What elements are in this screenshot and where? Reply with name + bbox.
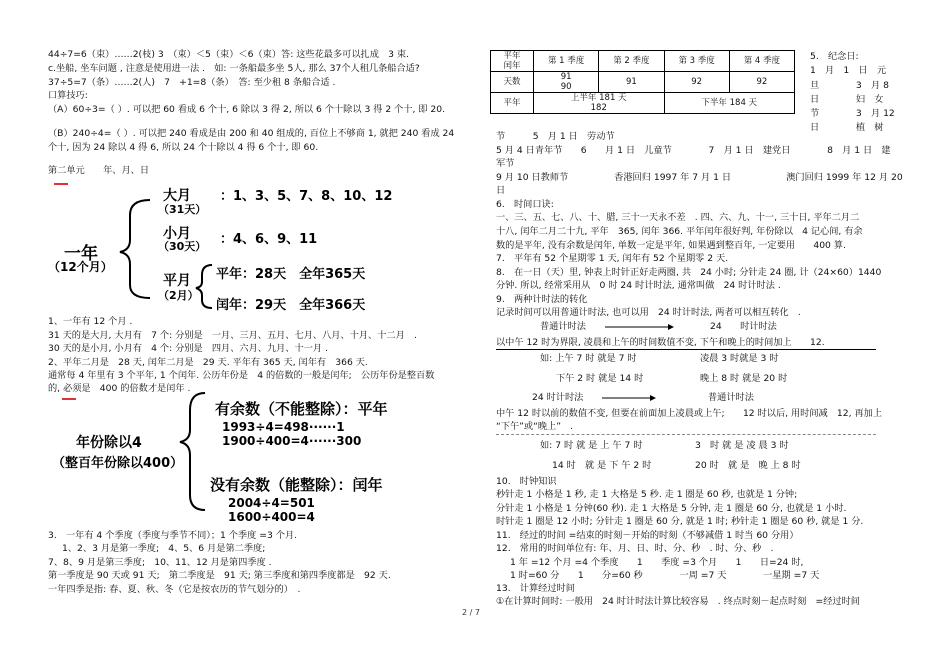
- leap-rule-label: 年份除以4: [76, 435, 142, 451]
- text-line: c.坐船, 坐车问题 , 注意是使用进一法 . 如: 一条船最多坐 5人, 那么 37个人租几条船合适?: [48, 63, 420, 74]
- example-equation: 1993÷4=498······1: [222, 420, 345, 434]
- text-line: 1 年 =12 个月 =4 个季度 1 季度 =3 个月 1 日=24 时,: [510, 557, 804, 568]
- example-equation: 2004÷4=501: [228, 496, 315, 510]
- remainder-case: 有余数（不能整除）：平年: [215, 400, 388, 418]
- table-cell: 平年: [491, 93, 534, 114]
- common-time-label: 普通计时法: [540, 321, 586, 332]
- example-equation: 1600÷400=4: [228, 510, 315, 524]
- big-month-label: 大月: [163, 188, 191, 204]
- feb-label: 平月: [163, 273, 191, 289]
- common-time-label: 普通计时法: [708, 392, 754, 403]
- text-line: 日 妇 女: [810, 94, 884, 105]
- text-line: 30 天的是小月, 小月有 4 个: 分别是 四月、六月、九月、十一月 .: [48, 343, 328, 354]
- text-line: 一、三、五、七、八、十、腊, 三十一天永不差 . 四、六、九、十一, 三十日, 平年二月二: [496, 212, 860, 223]
- text-line: 1 时=60 分 1 分=60 秒 一周 =7 天 一星期 =7 天: [510, 570, 820, 581]
- 24h-time-label: 24 时计时法: [710, 321, 777, 332]
- text-line: 分钟. 所以, 经常采用从 0 时 24 时计时法, 通常叫做 24 时计时法 .: [496, 280, 781, 291]
- table-cell: 第 4 季度: [729, 51, 794, 72]
- example-equation: 1900÷400=4······300: [222, 434, 362, 448]
- text-line: 11. 经过的时间 =结束的时刻－开始的时刻（不够减借 1 时当 60 分用）: [496, 530, 799, 541]
- table-cell: 第 1 季度: [534, 51, 599, 72]
- table-cell: 下半年 184 天: [664, 93, 795, 114]
- table-cell: 92: [664, 72, 729, 93]
- text-line: 37÷5=7（条）……2(人) 7 +1=8（条） 答: 至少租 8 条船合适 .: [48, 77, 336, 88]
- text-line: 1、一年有 12 个月 .: [48, 316, 133, 327]
- text-line: 3. 一年有 4 个季度（季度与季节不同）；1 个季度 =3 个月.: [48, 530, 298, 541]
- text-line: 通常每 4 年里有 3 个平年, 1 个闰年. 公历年份是 4 的倍数的一般是闰年; 公历年份是整百数: [48, 370, 435, 381]
- text-line: 日: [496, 185, 506, 196]
- text-line: 中午 12 时以前的数值不变, 但要在前面加上凌晨或上午; 12 时以后, 用时间减 12, 再加上: [496, 408, 883, 419]
- big-month-list: ：1、3、5、7、8、10、12: [220, 189, 393, 204]
- text-line: 以中午 12 时为界限, 凌晨和上午的时间数值不变, 下午和晚上的时间加上 12.: [496, 337, 825, 348]
- text-line: 军节: [496, 158, 515, 169]
- table-cell: 平年 闰年: [491, 51, 534, 72]
- table-cell: 天数: [491, 72, 534, 93]
- small-month-label: 小月: [163, 226, 191, 242]
- text-line: 节 3 月 12: [810, 108, 895, 119]
- example-line: 3 时 就 是 凌 晨 3 时: [695, 440, 789, 451]
- leap-year-feb: 闰年：29天 全年366天: [216, 298, 366, 313]
- example-line: 20 时 就 是 晚 上 8 时: [695, 460, 801, 471]
- section-heading: 第二单元 年、月、日: [48, 165, 150, 176]
- table-cell: 第 3 季度: [664, 51, 729, 72]
- table-cell: 91: [599, 72, 664, 93]
- text-line: 时针走 1 圈是 12 小时; 分针走 1 圈是 60 分, 就是 1 时; 秒针走 1 圈是 60 秒, 就是 1 分.: [496, 516, 864, 527]
- text-line: 一年四季是指: 春、夏、秋、冬（它是按农历的节气划分的） .: [48, 584, 301, 595]
- text-line: 9 月 10 日教师节 香港回归 1997 年 7 月 1 日 澳门回归 1999 年 12 月 20: [496, 172, 903, 183]
- text-line: 2、平年二月是 28 天, 闰年二月是 29 天. 平年有 365 天, 闰年有 366 天.: [48, 357, 368, 368]
- common-year-feb: 平年：28天 全年365天: [216, 267, 366, 282]
- table-cell: 92: [729, 72, 794, 93]
- table-cell: 上半年 181 天 182: [534, 93, 665, 114]
- example-line: 14 时 就 是 下 午 2 时: [552, 460, 652, 471]
- 24h-time-label: 24 时计时法: [532, 392, 584, 403]
- text-line: 第一季度是 90 天或 91 天; 第二季度是 91 天; 第三季度和第四季度都是 92 天.: [48, 570, 391, 581]
- small-month-list: ：4、6、9、11: [220, 232, 318, 247]
- table-cell: 第 2 季度: [599, 51, 664, 72]
- example-line: 下午 2 时 就是 14 时: [556, 373, 644, 384]
- text-line: 7. 平年有 52 个星期零 1 天, 闰年有 52 个星期零 2 天.: [496, 253, 729, 264]
- table-cell: 91 90: [534, 72, 599, 93]
- divider: [496, 434, 876, 435]
- text-line: 5 月 4 日青年节 6 月 1 日 儿童节 7 月 1 日 建党日 8 月 1 日 建: [496, 145, 891, 156]
- page-number: 2 / 7: [462, 608, 480, 617]
- example-line: 晚上 8 时 就是 20 时: [700, 373, 788, 384]
- text-line: ①在计算时间时: 一般用 24 时计时法计算比较容易 . 终点时刻－起点时刻 =经过时间: [496, 596, 860, 607]
- text-line: （A）60÷3=（ ）. 可以把 60 看成 6 个十, 6 除以 3 得 2, 所以 6 个十除以 3 得 2 个十, 即 20.: [48, 104, 446, 115]
- text-line: 13. 计算经过时间: [496, 583, 575, 594]
- text-line: 6. 时间口诀:: [496, 199, 554, 210]
- text-line: “下午”或“晚上” .: [496, 421, 574, 432]
- text-line: 1、2、3 月是第一季度; 4、5、6 月是第二季度;: [62, 543, 266, 554]
- example-line: 如: 7 时 就 是 上 午 7 时: [540, 440, 643, 451]
- text-line: 9. 两种计时法的转化: [496, 294, 588, 305]
- text-line: 旦 3 月 8: [810, 80, 889, 91]
- no-remainder-case: 没有余数（能整除）：闰年: [210, 476, 383, 494]
- text-line: 7、8、9 月是第三季度; 10、11、12 月是第四季度 .: [48, 557, 272, 568]
- big-month-days: （31天）: [158, 203, 207, 216]
- text-line: 数的是平年, 没有余数是闰年, 单数一定是平年, 如果遇到整百年, 一定要用 400 算.: [496, 240, 846, 251]
- text-line: 12. 常用的时间单位有: 年、月、日、时、分、秒 . 时、分、秒 .: [496, 543, 774, 554]
- text-line: （B）240÷4=（ ）. 可以把 240 看成是由 200 和 40 组成的, 百位上不够商 1, 就把 240 看成 24: [48, 128, 455, 139]
- year-label: 一年: [64, 244, 98, 264]
- feb-months: （2月）: [158, 289, 199, 302]
- text-line: 1 月 1 日 元: [810, 65, 887, 76]
- text-line: 44÷7=6（束）……2(枝) 3 （束）＜5（束）＜6（束）答: 这些花最多可以扎成 3 束.: [48, 49, 409, 60]
- text-line: 的, 必须是 400 的倍数才是闰年 .: [48, 383, 191, 394]
- text-line: 分针走 1 小格是 1 分钟(60 秒). 走 1 大格是 5 分钟, 走 1 圈是 60 分, 也就是 1 小时.: [496, 503, 847, 514]
- example-line: 凌晨 3 时就是 3 时: [700, 353, 779, 364]
- text-line: 口算技巧:: [48, 90, 88, 101]
- text-line: 10. 时钟知识: [496, 476, 557, 487]
- example-line: 如: 上午 7 时 就是 7 时: [540, 353, 637, 364]
- text-line: 记录时间可以用普通计时法, 也可以用 24 时计时法, 两者可以相互转化 .: [496, 307, 801, 318]
- small-month-days: （30天）: [158, 240, 207, 253]
- text-line: 个十, 因为 24 除以 4 得 6, 所以 24 个十除以 4 得 6 个十, 即 60.: [48, 142, 319, 153]
- text-line: 31 天的是大月, 大月有 7 个: 分别是 一月、三月、五月、七月、八月、十月、十二月 .: [48, 330, 417, 341]
- leap-rule-century: （整百年份除以400）: [52, 456, 184, 471]
- text-line: 节 5 月 1 日 劳动节: [496, 131, 615, 142]
- text-line: 日 植 树: [810, 122, 884, 133]
- text-line: 8. 在一日（天）里, 钟表上时针正好走两圈, 共 24 小时; 分针走 24 圈, 计（24×60）1440: [496, 267, 882, 278]
- text-line: 秒针走 1 小格是 1 秒, 走 1 大格是 5 秒. 走 1 圈是 60 秒, 也就是 1 分钟;: [496, 489, 798, 500]
- text-line: 十八, 闰年二月二十九, 平年 365, 闰年 366. 平年闰年很好判, 年份除以 4 记心间, 有余: [496, 226, 863, 237]
- memo-title: 5. 纪念日:: [810, 51, 859, 62]
- year-months-label: （12个月）: [48, 260, 113, 274]
